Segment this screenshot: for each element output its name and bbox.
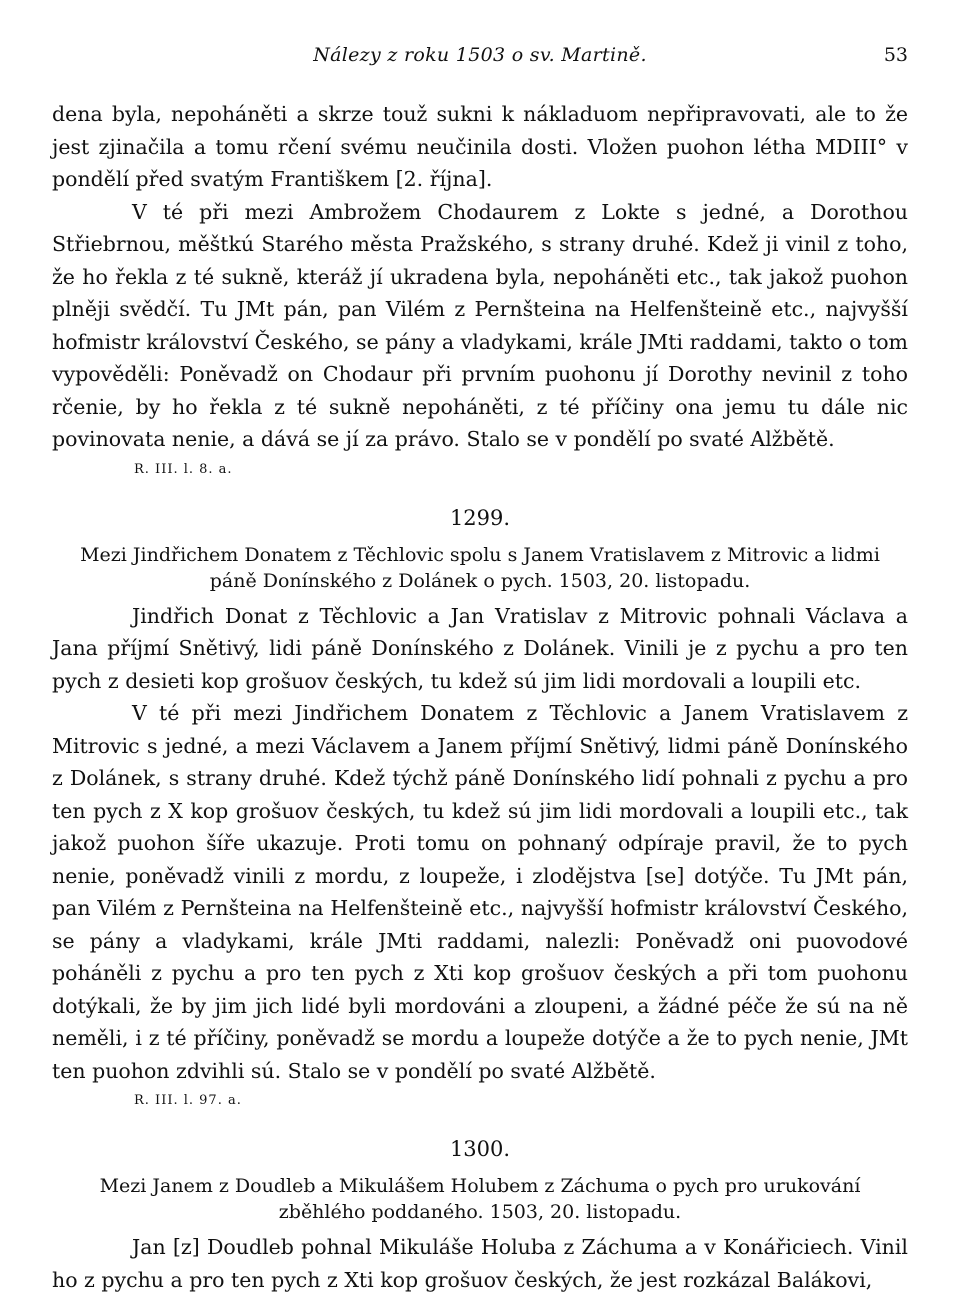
entry-summary: Mezi Jindřichem Donatem z Těchlovic spolu s Janem Vratislavem z Mitrovic a lidmi páně Donínského z Dolánek o pych. 1503, 20. listopadu.: [80, 543, 880, 592]
entry-number: 1300.: [449, 1137, 511, 1161]
running-title: Nálezy z roku 1503 o sv. Martině.: [313, 44, 647, 66]
page-body: [52, 98, 908, 1296]
paragraph: Jindřich Donat z Těchlovic a Jan Vratislav z Mitrovic pohnali Václava a Jana příjmí Snětivý, lidi páně Donínského z Dolánek. Vinili je z pychu a pro ten pych z desieti kop grošuov českých, tu kdež sú jim lidi mordovali a loupili etc.: [52, 603, 908, 693]
entry-summary: Mezi Janem z Doudleb a Mikulášem Holubem z Záchuma o pych pro urukování zběhlého poddaného. 1503, 20. listopadu.: [99, 1175, 861, 1223]
page-header: [52, 44, 908, 74]
paragraph: Jan [z] Doudleb pohnal Mikuláše Holuba z Záchuma a v Konářiciech. Vinil ho z pychu a pro ten pych z Xti kop grošuov českých, že jest rozkázal Balákovi,: [52, 1235, 908, 1292]
paragraph: V té při mezi Jindřichem Donatem z Těchlovic a Janem Vratislavem z Mitrovic s jedné, a mezi Václavem a Janem příjmí Snětivý, lidmi páně Donínského z Dolánek, s strany druhé. Kdež týchž páně Donínského lidí pohnali z pychu a pro ten pych z X kop grošuov českých, tu kdež sú jim lidi mordovali a loupili etc., tak jakož puohon šíře ukazuje. Proti tomu on pohnaný odpíraje pravil, že to pych nenie, poněvadž vinili z mordu, z loupeže, i zlodějstva [se] dotýče. Tu JMt pán, pan Vilém z Pernšteina na Helfenšteině etc., najvyšší hofmistr království Českého, se pány a vladykami, krále JMti raddami, nalezli: Poněvadž oni puovodové poháněli z pychu a pro ten pych z Xti kop grošuov českých a při tom puohonu dotýkali, že by jim jich lidé byli mordováni a zloupeni, a žádné péče že sú na ně neměli, i z té příčiny, poněvadž se mordu a loupeže dotýče a že to pych nenie, JMt ten puohon zdvihli sú. Stalo se v pondělí po svaté Alžbětě.: [52, 701, 908, 1083]
entry-previous: [52, 98, 908, 482]
entry-number: 1299.: [449, 505, 511, 530]
source-reference: R. III. l. 8. a.: [134, 461, 233, 477]
source-reference: R. III. l. 97. a.: [134, 1093, 242, 1108]
entry-1299: [52, 504, 908, 1114]
paragraph: V té při mezi Ambrožem Chodaurem z Lokte s jedné, a Dorothou Střiebrnou, měštkú Starého města Pražského, s strany druhé. Kdež ji vinil z toho, že ho řekla z té sukně, kteráž jí ukradena byla, nepoháněti etc., tak jakož puohon plněji svědčí. Tu JMt pán, pan Vilém z Pernšteina na Helfenšteině etc., najvyšší hofmistr království Českého, se pány a vladykami, krále JMti raddami, takto o tom vypověděli: Poněvadž on Chodaur při prvním puohonu jí Dorothy nevinil z toho rčenie, by ho řekla z té sukně nepoháněti, z té příčiny ona jemu tu dále nic povinovata nenie, a dává se jí za právo. Stalo se v pondělí po svaté Alžbětě.: [52, 199, 908, 451]
entry-1300: [52, 1135, 908, 1296]
page-number: 53: [883, 44, 908, 66]
paragraph: dena byla, nepoháněti a skrze touž sukni k nákladuom nepřipravovati, ale to že jest zjinačila a tomu rčení svému neučinila dosti. Vložen puohon létha MDIII° v pondělí před svatým Františkem [2. října].: [52, 102, 908, 191]
